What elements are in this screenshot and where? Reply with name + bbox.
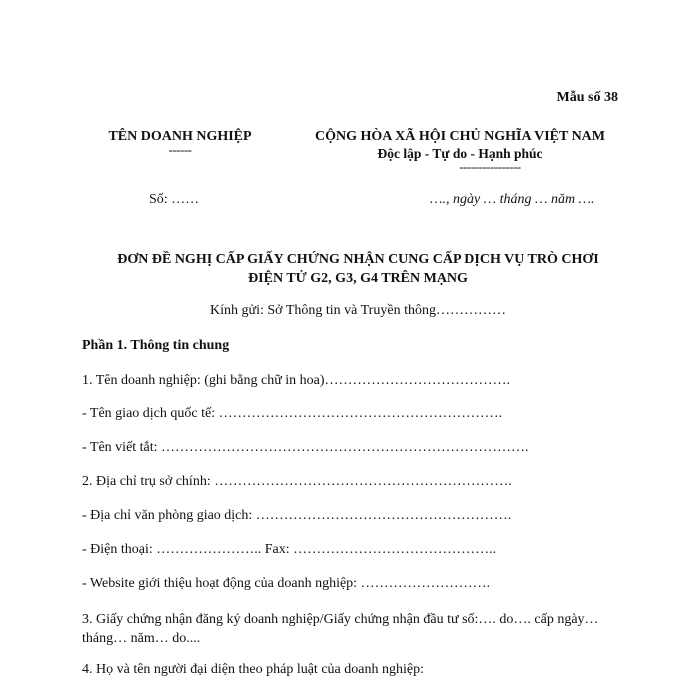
- title-line-1: ĐƠN ĐỀ NGHỊ CẤP GIẤY CHỨNG NHẬN CUNG CẤP DỊCH VỤ TRÒ CHƠI: [117, 252, 599, 267]
- field-legal-representative: 4. Họ và tên người đại diện theo pháp luật của doanh nghiệp:: [82, 662, 424, 677]
- company-name: TÊN DOANH NGHIỆP: [108, 129, 252, 144]
- nation-header: [285, 129, 635, 172]
- document-title: [60, 250, 656, 288]
- field-office-address: - Địa chỉ văn phòng giao dịch: ……………………………………………….: [82, 508, 512, 523]
- field-website: - Website giới thiệu hoạt động của doanh nghiệp: ……………………….: [82, 576, 491, 591]
- document-date: …., ngày … tháng … năm ….: [430, 192, 595, 207]
- title-line-2: ĐIỆN TỬ G2, G3, G4 TRÊN MẠNG: [248, 271, 468, 286]
- field-phone-fax: - Điện thoại: ………………….. Fax: ……………………………………..: [82, 542, 497, 557]
- form-number: Mẫu số 38: [556, 90, 618, 105]
- motto-divider: ----------------: [459, 159, 521, 174]
- field-short-name: - Tên viết tắt: …………………………………………………………………….: [82, 440, 529, 455]
- field-head-office: 2. Địa chỉ trụ sở chính: ……………………………………………………….: [82, 474, 512, 489]
- document-number: Số: ……: [149, 192, 200, 207]
- company-divider: ------: [168, 142, 192, 157]
- company-header: [96, 129, 264, 155]
- field-international-name: - Tên giao dịch quốc tế: …………………………………………………….: [82, 406, 503, 421]
- part1-heading: Phần 1. Thông tin chung: [82, 338, 230, 353]
- motto: Độc lập - Tự do - Hạnh phúc: [377, 146, 543, 161]
- nation-name: CỘNG HÒA XÃ HỘI CHỦ NGHĨA VIỆT NAM: [314, 129, 605, 144]
- field-company-name: 1. Tên doanh nghiệp: (ghi bằng chữ in hoa)………………………………….: [82, 373, 511, 388]
- field-business-certificate: 3. Giấy chứng nhận đăng ký doanh nghiệp/Giấy chứng nhận đầu tư số:…. do…. cấp ngày… tháng… năm… do....: [82, 612, 599, 646]
- recipient-line: Kính gửi: Sở Thông tin và Truyền thông……………: [210, 303, 506, 318]
